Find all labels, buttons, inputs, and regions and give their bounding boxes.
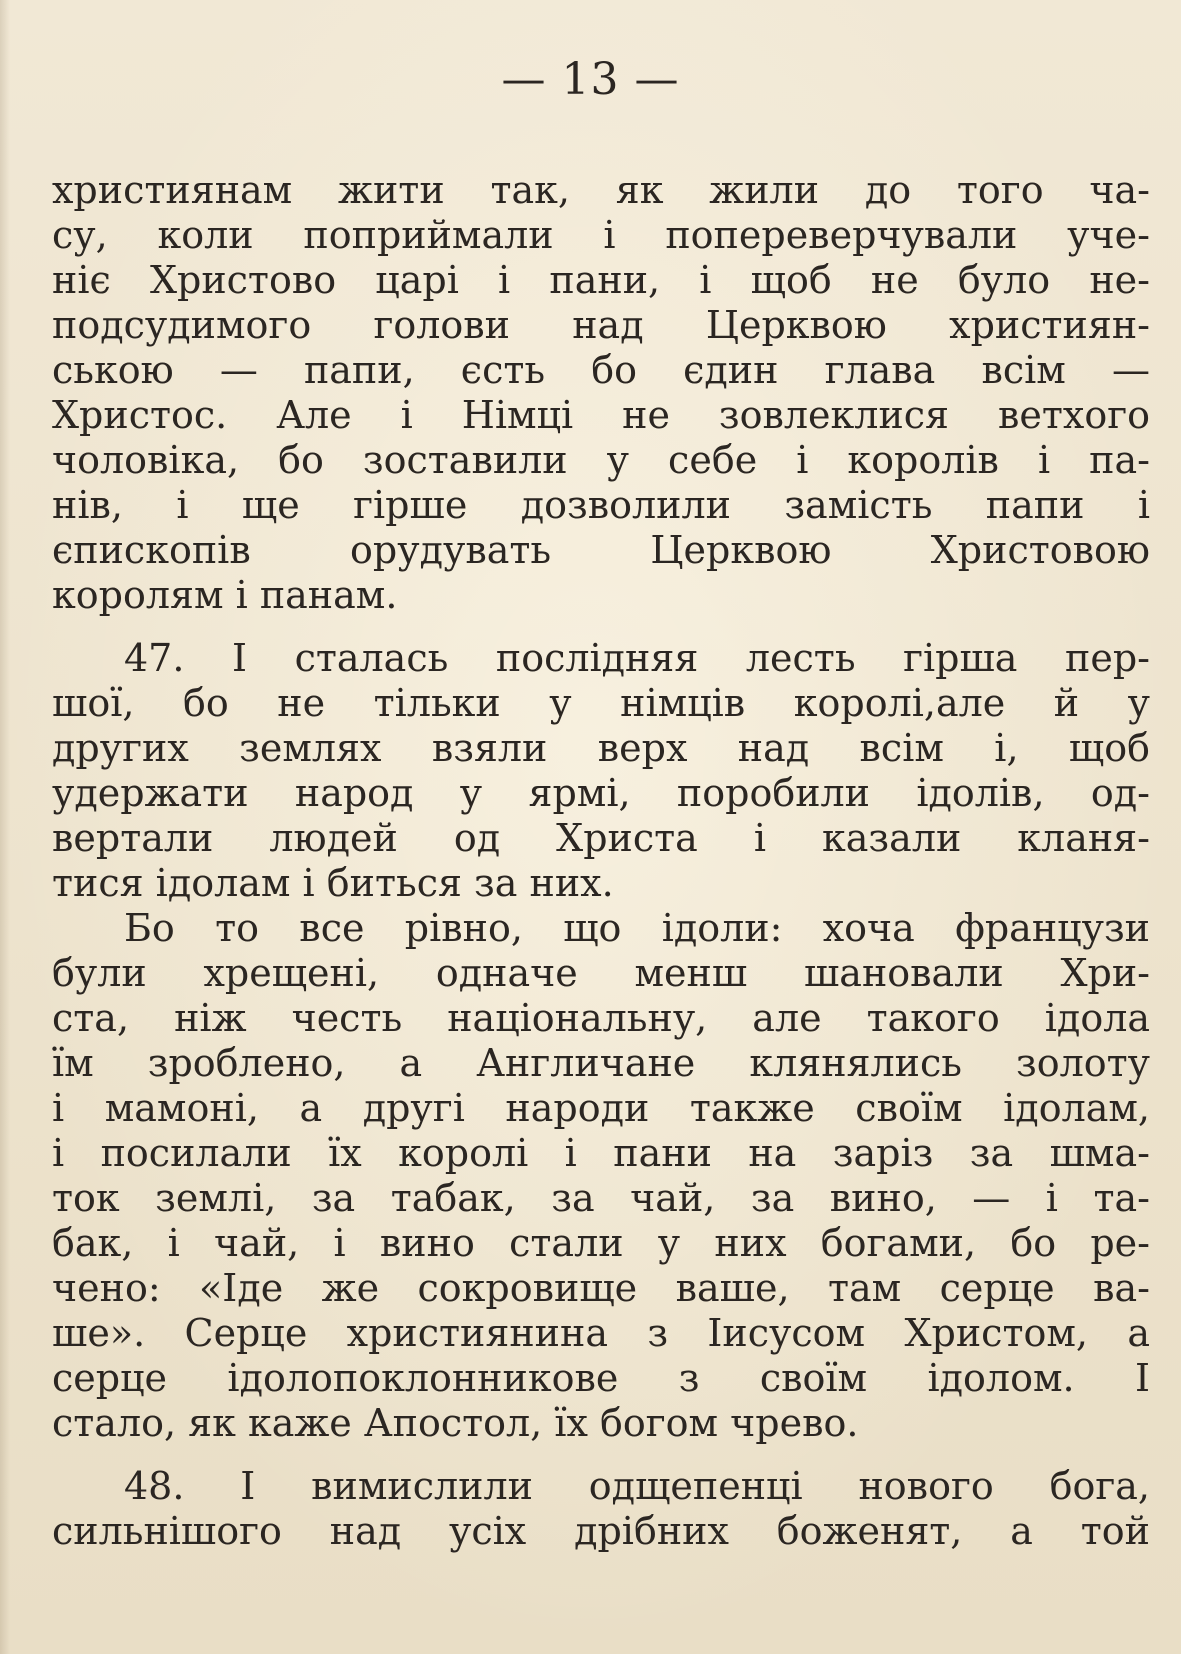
text-line: ток землі, за табак, за чай, за вино, — і та- [52,1176,1150,1220]
text-line: були хрещені, одначе менш шановали Хри- [52,951,1150,995]
text-line: ською — папи, єсть бо єдин глава всім — [52,348,1150,392]
text-line: і мамоні, а другі народи также своїм ідолам, [52,1086,1150,1130]
paragraph-gap [52,618,1150,636]
paragraph-gap [52,1446,1150,1464]
text-line: 48. І вимислили одщепенці нового бога, [124,1464,1150,1508]
paragraph-48 [52,1464,1150,1554]
text-line: ніє Христово царі і пани, і щоб не було не- [52,258,1150,302]
text-line: сильнішого над усіх дрібних боженят, а той [52,1509,1150,1553]
text-line: і посилали їх королі і пани на заріз за шма- [52,1131,1150,1175]
text-line: 47. І сталась послідняя лесть гірша пер- [124,636,1150,680]
text-line: других землях взяли верх над всім і, щоб [52,726,1150,770]
page-edge-shadow [0,0,10,1654]
text-line: нів, і ще гірше дозволили замість папи і [52,483,1150,527]
text-line: су, коли поприймали і попереверчували уче- [52,213,1150,257]
text-line: шої, бо не тільки у німців королі,але й у [52,681,1150,725]
body-text [52,168,1150,1554]
text-line: бак, і чай, і вино стали у них богами, бо ре- [52,1221,1150,1265]
text-line: їм зроблено, а Англичане клянялись золоту [52,1041,1150,1085]
text-line: ста, ніж честь національну, але такого ідола [52,996,1150,1040]
text-line: королям і панам. [52,573,398,617]
paragraph [52,168,1150,618]
paragraph [52,906,1150,1446]
text-line: тися ідолам і биться за них. [52,861,614,905]
text-line: серце ідолопоклонникове з своїм ідолом. І [52,1356,1150,1400]
text-line: ше». Серце християнина з Іисусом Христом, а [52,1311,1150,1355]
text-line: християнам жити так, як жили до того ча- [52,168,1150,212]
text-line: єпископів орудувать Церквою Христовою [52,528,1150,572]
text-line: подсудимого голови над Церквою християн- [52,303,1150,347]
text-line: чоловіка, бо зоставили у себе і королів і па- [52,438,1150,482]
paragraph-47 [52,636,1150,906]
text-line: удержати народ у ярмі, поробили ідолів, од- [52,771,1150,815]
text-line: чено: «Іде же сокровище ваше, там серце ва- [52,1266,1150,1310]
text-line: стало, як каже Апостол, їх богом чрево. [52,1401,859,1445]
text-line: Бо то все рівно, що ідоли: хоча французи [124,906,1150,950]
text-line: Христос. Але і Німці не зовлеклися ветхого [52,393,1150,437]
page-number: — 13 — [501,54,680,105]
text-line: вертали людей од Христа і казали кланя- [52,816,1150,860]
